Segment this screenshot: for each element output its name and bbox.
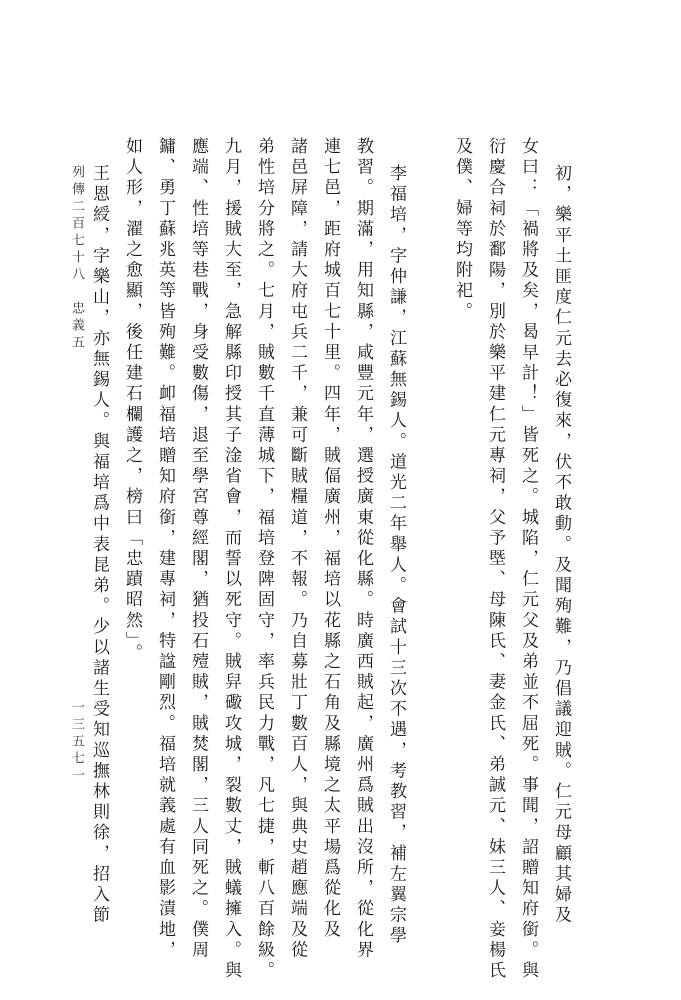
text-column-9: 弟性培分將之。七月，賊數千直薄城下，福培登陴固守，率兵民力戰，凡七捷，斬八百餘級。 <box>254 137 274 982</box>
page-number: 一三五七一 <box>69 700 84 785</box>
text-column-6: 教習。期滿，用知縣，咸豐元年，選授廣東從化縣。時廣西賊起，廣州爲賊出沒所，從化界 <box>353 137 373 961</box>
text-column-10: 九月，援賊大至，急解縣印授其子淦省會，而誓以死守。賊舁礮攻城，裂數丈，賊蟻擁入。與 <box>221 137 241 982</box>
text-column-2: 女曰：「禍將及矣，曷早計！」皆死之。城陷，仁元父及弟並不屈死。事聞，詔贈知府銜。與 <box>518 137 538 982</box>
text-column-3: 衍慶合祠於鄱陽，別於樂平建仁元專祠，父予塈、母陳氏、妻金氏、弟誠元、妹三人、妾楊氏 <box>485 137 505 982</box>
text-column-11: 應端、性培等巷戰，身受數傷，退至學宮尊經閣，猶投石殪賊，賊焚閣，三人同死之。僕周 <box>188 137 208 961</box>
text-column-7: 連七邑，距府城百七十里。四年，賊偪廣州，福培以花縣之石角及縣境之太平場爲從化及 <box>320 137 340 941</box>
text-column-13: 如人形，濯之愈顯，後任建石欄護之，榜曰「忠蹟昭然」。 <box>122 137 142 665</box>
text-column-8: 諸邑屏障，請大府屯兵二千，兼可斷賊糧道，不報。乃自募壯丁數百人，與典史趙應端及從 <box>287 137 307 961</box>
text-column-14: 王恩綬，字樂山，亦無錫人。與福培爲中表昆弟。少以諸生受知巡撫林則徐，招入節 <box>89 164 109 927</box>
text-column-1: 初，樂平土匪度仁元去必復來，伏不敢動。及聞殉難，乃倡議迎賊。仁元母顧其婦及 <box>551 164 571 927</box>
running-head: 列傳二百七十八 忠義五 <box>69 165 84 352</box>
text-column-4: 及僕、婦等均附祀。 <box>452 137 472 323</box>
text-column-12: 鏞、勇丁蘇兆英等皆殉難。卹福培贈知府銜，建專祠，特諡剛烈。福培就義處有血影漬地， <box>155 137 175 961</box>
text-column-5: 李福培，字仲謙，江蘇無錫人。道光二年舉人。會試十三次不遇，考教習，補左翼宗學 <box>386 164 406 947</box>
